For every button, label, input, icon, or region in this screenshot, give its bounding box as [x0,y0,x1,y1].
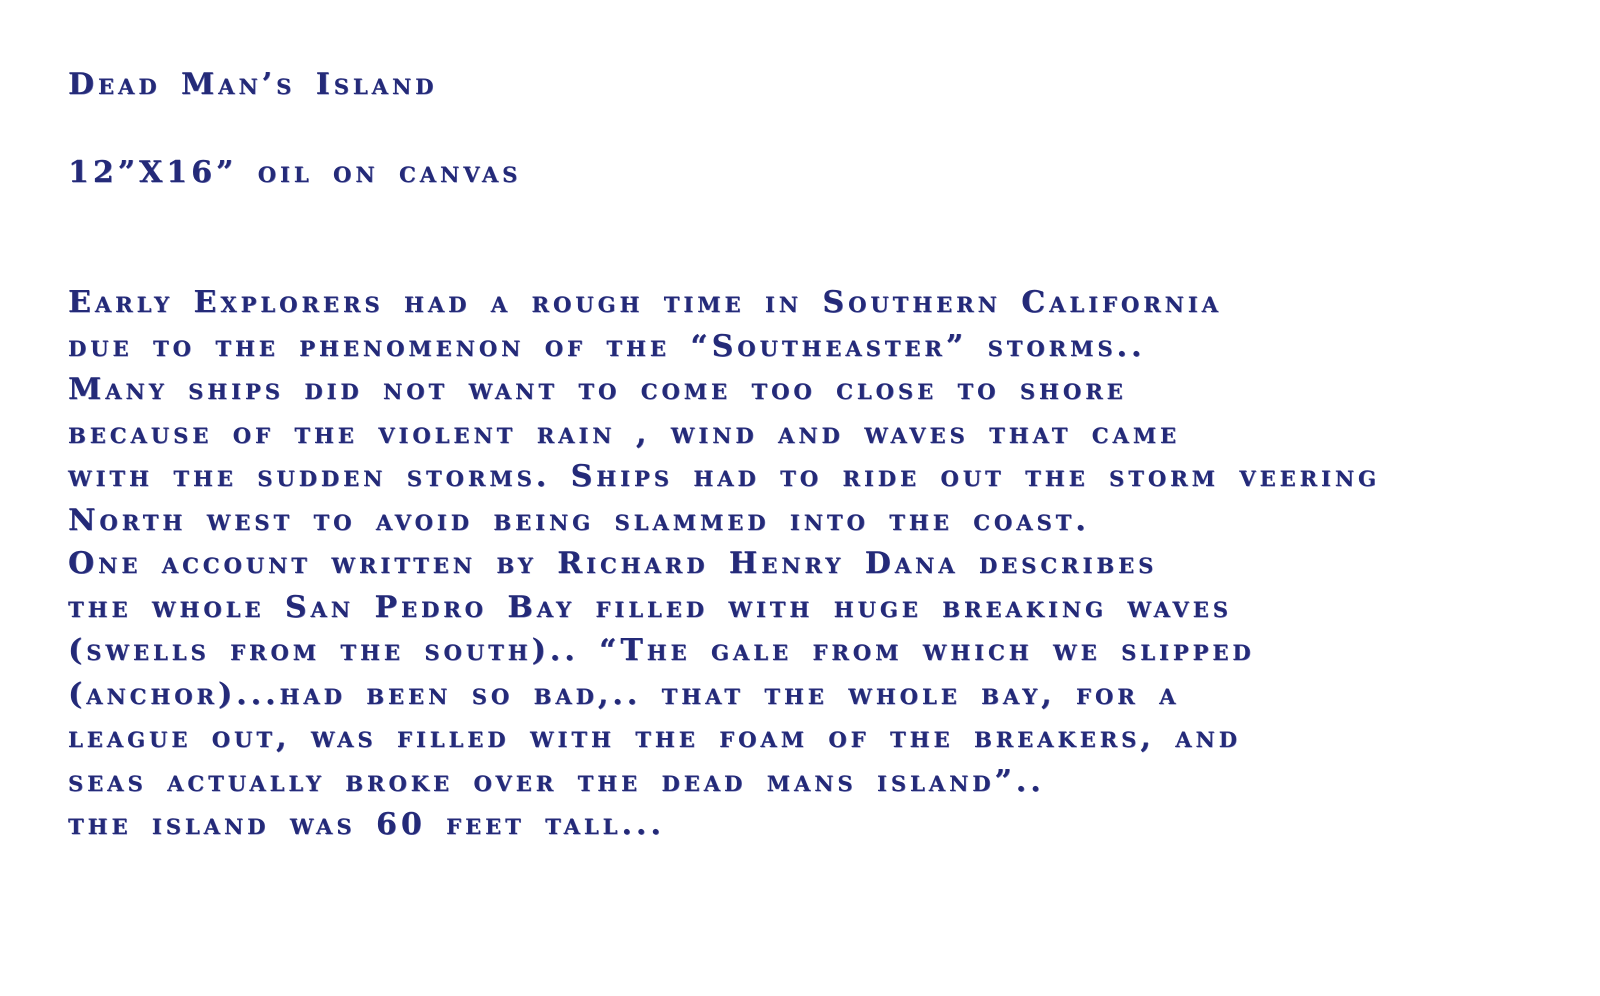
body-line: One account written by Richard Henry Dana describes [68,546,1158,581]
body-line: the whole San Pedro Bay filled with huge breaking waves [68,590,1232,625]
document-title: Dead Man’s Island [68,67,438,102]
body-line: North west to avoid being slammed into the coast. [68,503,1090,538]
body-line: with the sudden storms. Ships had to ride out the storm veering [68,459,1380,494]
body-line: Many ships did not want to come too close to shore [68,372,1127,407]
body-line: (swells from the south).. “The gale from which we slipped [68,633,1255,668]
body-line: league out, was filled with the foam of the breakers, and [68,720,1241,755]
body-line: Early Explorers had a rough time in Southern California [68,285,1222,320]
body-line: the island was 60 feet tall... [68,807,665,842]
body-line: because of the violent rain , wind and waves that came [68,416,1181,451]
artwork-medium: 12”X16” oil on canvas [68,155,522,190]
body-line: seas actually broke over the dead mans island”.. [68,764,1045,799]
body-line: due to the phenomenon of the “Southeaster” storms.. [68,329,1146,364]
body-line: (anchor)...had been so bad,.. that the whole bay, for a [68,677,1180,712]
